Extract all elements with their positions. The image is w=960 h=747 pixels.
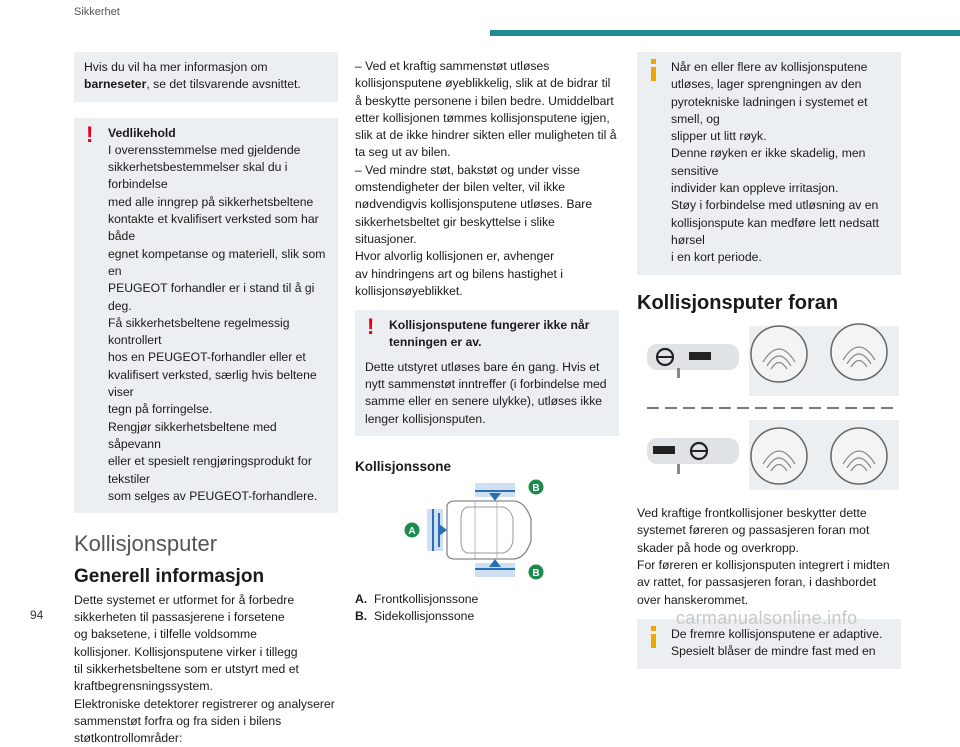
text-line: De fremre kollisjonsputene er adaptive.: [671, 626, 883, 641]
intro-line1: Hvis du vil ha mer informasjon om: [84, 60, 268, 74]
text-line: slipper ut litt røyk.: [671, 129, 767, 144]
intro-line2: , se det tilsvarende avsnittet.: [146, 77, 301, 92]
watermark: carmanualsonline.info: [676, 608, 858, 628]
text-line: utløses, lager sprengningen av den: [671, 77, 862, 92]
text-line: til sikkerhetsbeltene som er utstyrt med et: [74, 661, 299, 676]
deployment-text: [355, 58, 619, 300]
warning-exclamation-icon: !: [86, 121, 94, 147]
text-line: Hvor alvorlig kollisjonen er, avhenger: [355, 249, 555, 264]
text-line: For føreren er kollisjonsputen integrert i midten: [637, 558, 890, 573]
text-line: sikkerheten til passasjerene i forsetene: [74, 610, 285, 625]
text-line: av rattet, for passasjeren foran, i dashbordet: [637, 575, 877, 590]
text-line: i en kort periode.: [671, 250, 762, 265]
maintenance-text: [108, 142, 330, 505]
zone-heading: Kollisjonssone: [355, 458, 452, 474]
collision-zone-diagram: [355, 479, 619, 579]
airbag-deployed-left-bottom: [751, 428, 807, 484]
text-line: kollisjonsputene øyeblikkelig, slik at de bidrar til: [355, 76, 611, 91]
maintenance-warning-box: [74, 118, 338, 514]
steering-wheel-icon-rhd: [647, 438, 739, 474]
text-line: å beskytte personene i bilen bedre. Umiddelbart: [355, 93, 614, 108]
front-airbags-illustration: [641, 322, 905, 492]
text-line: sikkerhetsbestemmelser skal du i forbindelse: [108, 160, 288, 192]
text-line: kraftbegrensningssystem.: [74, 679, 213, 694]
text-line: nytt sammenstøt inntreffer (i forbindelse med: [365, 377, 607, 392]
airbag-warning-box: [355, 310, 619, 360]
text-line: Rengjør sikkerhetsbeltene med såpevann: [108, 419, 277, 451]
text-line: Få sikkerhetsbeltene regelmessig kontrollert: [108, 315, 290, 348]
text-line: sikkerhetsbeltet gir beskyttelse i slike situasjoner.: [355, 214, 555, 246]
airbag-warning-title: [389, 317, 611, 352]
text-line: sammenstøt forfra og fra siden i bilens: [74, 713, 282, 728]
text-line: – Ved et kraftig sammenstøt utløses: [355, 59, 550, 73]
warning-exclamation-icon: !: [367, 314, 375, 340]
intro-note-box: [74, 52, 338, 102]
text-line: Ved kraftige frontkollisjoner beskytter dette: [637, 506, 867, 521]
airbag-deployed-left-top: [751, 326, 807, 382]
text-line: kvalifisert verksted, særlig hvis beltene viser: [108, 367, 317, 400]
maintenance-title: Vedlikehold: [108, 125, 176, 140]
legend-item-a: A. Frontkollisjonssone: [355, 591, 479, 606]
diagram-legend: [355, 591, 619, 625]
text-line: slik at de ikke hindrer sikten eller muligheten til å: [355, 128, 617, 143]
text-line: I overensstemmelse med gjeldende: [108, 142, 301, 157]
header-accent-bar: [490, 30, 960, 36]
legend-item-b: B. Sidekollisjonssone: [355, 608, 475, 623]
label-b-top: B: [532, 483, 540, 495]
warning-title-line: tenningen er av.: [389, 335, 482, 350]
label-b-bottom: B: [532, 568, 540, 580]
airbag-warning-body: [355, 359, 619, 436]
car-outline: [447, 501, 531, 559]
steering-wheel-icon: [647, 344, 739, 378]
general-info-text: [74, 592, 338, 747]
text-line: kollisjonspute kan medføre lett nedsatt hørsel: [671, 215, 879, 247]
text-line: omstendigheter der bilen velter, vil ikke: [355, 180, 566, 195]
front-zone: [427, 509, 447, 551]
subheading-general: Generell informasjon: [74, 566, 265, 588]
text-line: hos en PEUGEOT-forhandler eller et: [108, 350, 306, 365]
text-line: samme eller en senere ulykke), utløses ikke: [365, 394, 603, 409]
text-line: Dette systemet er utformet for å forbedre: [74, 592, 295, 607]
info-icon: [651, 59, 656, 81]
text-line: etter kollisjonen tømmes kollisjonsputene igjen,: [355, 110, 610, 125]
warning-title-line: Kollisjonsputene fungerer ikke når: [389, 318, 590, 333]
text-line: nødvendigvis kollisjonsputene utløses. Bare: [355, 197, 593, 212]
text-line: kollisjonsøyeblikket.: [355, 283, 463, 298]
text-line: som selges av PEUGEOT-forhandlere.: [108, 488, 318, 503]
text-line: med alle inngrep på sikkerhetsbeltene: [108, 194, 314, 209]
section-title: Kollisjonsputer: [74, 531, 218, 557]
text-line: Elektroniske detektorer registrerer og analyserer: [74, 696, 335, 711]
airbag-deployed-right-bottom: [831, 428, 887, 484]
side-zone-bottom: [475, 559, 515, 577]
front-airbags-heading: Kollisjonsputer foran: [637, 291, 839, 314]
text-line: over hanskerommet.: [637, 592, 749, 607]
front-airbags-text: [637, 505, 901, 609]
text-line: Støy i forbindelse med utløsning av en: [671, 198, 879, 213]
text-line: og baksetene, i tilfelle voldsomme: [74, 627, 257, 642]
label-a: A: [408, 526, 416, 538]
text-line: tegn på forringelse.: [108, 402, 213, 417]
text-line: kollisjoner. Kollisjonsputene virker i tillegg: [74, 644, 298, 659]
text-line: lenger kollisjonsputen.: [365, 411, 486, 426]
info-icon: [651, 626, 656, 648]
smoke-info-box: [637, 52, 901, 275]
text-line: systemet føreren og passasjeren foran mot: [637, 523, 870, 538]
airbag-deployed-right-top: [831, 324, 887, 380]
text-line: av hindringens art og bilens hastighet i: [355, 266, 563, 281]
text-line: skader på hode og overkropp.: [637, 540, 799, 555]
text-line: Når en eller flere av kollisjonsputene: [671, 60, 868, 74]
text-line: pyrotekniske ladningen i systemet et smell, og: [671, 94, 868, 126]
text-line: – Ved mindre støt, bakstøt og under visse: [355, 162, 580, 177]
column-left: [74, 52, 338, 747]
page-number: 94: [30, 608, 44, 622]
text-line: Spesielt blåser de mindre fast med en: [671, 644, 876, 659]
text-line: egnet kompetanse og materiell, slik som en: [108, 246, 326, 278]
text-line: PEUGEOT forhandler er i stand til å gi deg.: [108, 281, 315, 313]
side-zone-top: [475, 483, 515, 501]
running-header: Sikkerhet: [74, 6, 120, 18]
text-line: Dette utstyret utløses bare én gang. Hvis et: [365, 359, 600, 374]
text-line: kontakte et kvalifisert verksted som har både: [108, 212, 319, 244]
column-middle: [355, 58, 619, 625]
text-line: Denne røyken er ikke skadelig, men sensitive: [671, 146, 866, 178]
text-line: individer kan oppleve irritasjon.: [671, 181, 839, 196]
text-line: ta seg ut av bilen.: [355, 145, 451, 160]
column-right: [637, 52, 901, 669]
text-line: eller et spesielt rengjøringsprodukt for tekstiler: [108, 454, 312, 486]
text-line: støtkontrollområder:: [74, 731, 183, 746]
intro-bold-link: barneseter: [84, 77, 147, 92]
